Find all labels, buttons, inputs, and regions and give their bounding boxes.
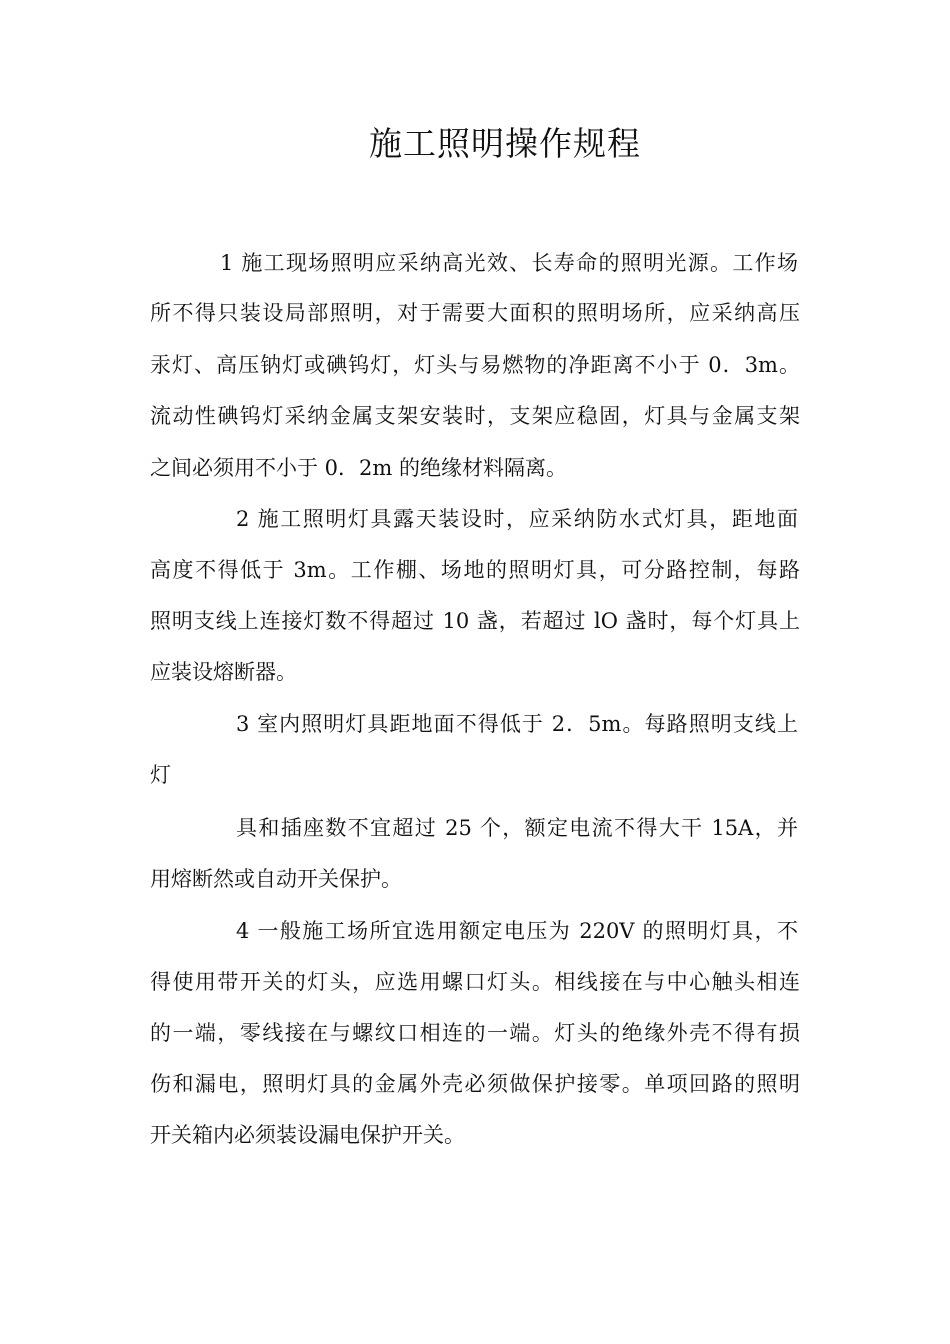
- paragraph-1-line-5: 之间必须用不小于 0．2m 的绝缘材料隔离。: [150, 456, 567, 480]
- paragraph-4-line-1: 具和插座数不宜超过 25 个，额定电流不得大干 15A，并: [236, 816, 798, 840]
- paragraph-1-line-3: 汞灯、高压钠灯或碘钨灯，灯头与易燃物的净距离不小于 0．3m。: [150, 353, 800, 377]
- paragraph-5-line-2: 得使用带开关的灯头，应选用螺口灯头。相线接在与中心触头相连: [150, 970, 800, 994]
- paragraph-4-line-2: 用熔断然或自动开关保护。: [150, 867, 402, 891]
- paragraph-5-line-5: 开关箱内必须装设漏电保护开关。: [150, 1123, 465, 1147]
- paragraph-3-line-2: 灯: [150, 763, 171, 787]
- paragraph-2-line-1: 2 施工照明灯具露天装设时，应采纳防水式灯具，距地面: [236, 507, 798, 531]
- document-title: 施工照明操作规程: [369, 124, 641, 163]
- paragraph-5-line-1: 4 一般施工场所宜选用额定电压为 220V 的照明灯具，不: [236, 919, 798, 943]
- paragraph-1-line-4: 流动性碘钨灯采纳金属支架安装时，支架应稳固，灯具与金属支架: [150, 404, 800, 428]
- paragraph-1-line-1: 1 施工现场照明应采纳高光效、长寿命的照明光源。工作场: [220, 251, 798, 275]
- paragraph-2-line-2: 高度不得低于 3m。工作棚、场地的照明灯具，可分路控制，每路: [150, 558, 800, 582]
- paragraph-2-line-3: 照明支线上连接灯数不得超过 10 盏，若超过 lO 盏时，每个灯具上: [150, 609, 800, 633]
- paragraph-3-line-1: 3 室内照明灯具距地面不得低于 2．5m。每路照明支线上: [236, 712, 798, 736]
- paragraph-5-line-3: 的一端，零线接在与螺纹口相连的一端。灯头的绝缘外壳不得有损: [150, 1021, 800, 1045]
- paragraph-1-line-2: 所不得只装设局部照明，对于需要大面积的照明场所，应采纳高压: [150, 301, 800, 325]
- paragraph-5-line-4: 伤和漏电，照明灯具的金属外壳必须做保护接零。单项回路的照明: [150, 1072, 800, 1096]
- paragraph-2-line-4: 应装设熔断器。: [150, 660, 297, 684]
